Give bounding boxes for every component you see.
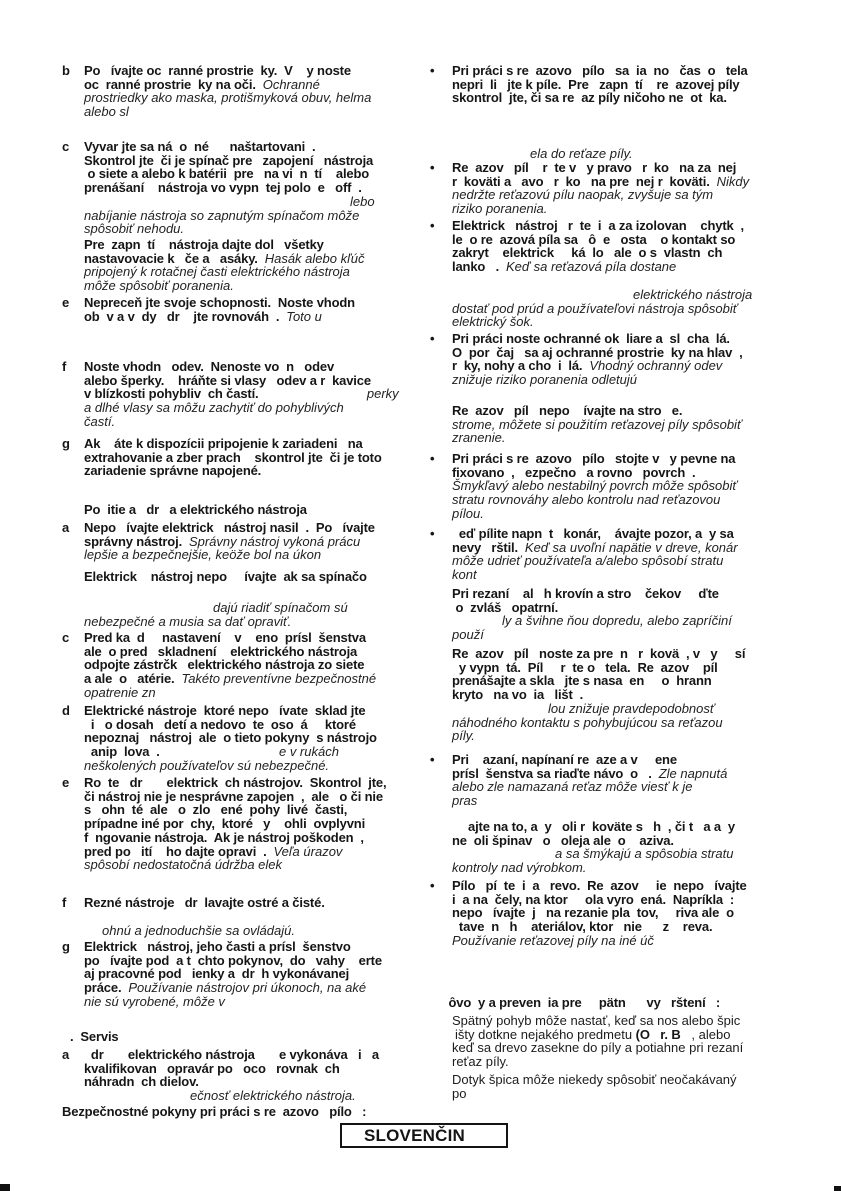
text-line [455, 1028, 802, 1042]
text-line [452, 260, 802, 274]
text-run: Elektrické nástroje ktoré nepo ívate sklad jte [84, 703, 366, 718]
text-run: strome, môžete si použitím reťazovej píly spôsobiť [452, 416, 742, 432]
text-line [452, 202, 802, 216]
paragraph [430, 160, 802, 217]
paragraph [430, 526, 802, 583]
text-line [452, 332, 802, 346]
text-run: Pílo pí te i a revo. Re azov ie nepo ívajte [452, 878, 747, 893]
text-run: riziko poranenia. [452, 201, 548, 217]
text-run: y vypn tá. Píl r te o tela. Re azov píl [452, 659, 718, 675]
text-run: Skontrol jte či je spínač pre zapojení nástroja [84, 152, 374, 168]
text-line [452, 674, 802, 688]
text-line [452, 893, 802, 907]
text-run: prípadne iné por chy, ktoré y ohli ovplyvni [84, 816, 366, 832]
bullet-marker: • [430, 878, 435, 893]
text-run: Ak áte k dispozícii pripojenie k zariadeni na [84, 436, 363, 451]
text-run: náhodného kontaktu s pohybujúcou sa reťazou [452, 714, 723, 730]
text-run: ečnosť elektrického nástroja. [190, 1088, 356, 1104]
text-run: nie sú vyrobené, môže v [84, 993, 225, 1009]
text-run: stratu rovnováhy alebo kontrolu nad reťazovou [452, 492, 721, 508]
text-run: prostriedky ako maska, protišmyková obuv, helma [84, 90, 372, 106]
paragraph [452, 587, 802, 642]
text-run: reťaz píly. [452, 1054, 509, 1070]
text-run: pripojený k rotačnej časti elektrického nástroja [84, 264, 350, 280]
item-letter: g [62, 939, 70, 954]
text-run: Vyvar jte sa ná o né naštartovani . [84, 139, 316, 154]
text-run: skontrol jte, či sa re az píly ničoho ne ot ka. [452, 90, 727, 106]
text-run: fixovano , ezpečno a rovno povrch . [452, 464, 696, 480]
text-run: prísl šenstva sa riaďte návo o . [452, 765, 659, 781]
text-line [452, 233, 802, 247]
text-run: Toto u [286, 308, 322, 324]
text-line [452, 346, 802, 360]
text-run: znižuje riziko poranenia odletujú [452, 372, 638, 388]
text-run: pílou. [452, 505, 484, 521]
text-line [452, 1014, 802, 1028]
text-line [452, 1041, 802, 1055]
text-line [452, 359, 802, 373]
text-run: Pre zapn tí nástroja dajte dol všetky [84, 237, 324, 252]
text-run: náhradn ch dielov. [84, 1074, 199, 1090]
text-run: r ky, nohy a cho i lá. [452, 358, 590, 374]
text-line [452, 1055, 802, 1069]
text-run: i o dosah detí a nedovo te oso á ktoré [84, 716, 356, 732]
text-run: Rezné nástroje dr lavajte ostré a čisté. [84, 895, 325, 910]
text-line [452, 161, 802, 175]
text-run: lebo [350, 193, 375, 209]
paragraph [445, 995, 802, 1010]
text-run: Ro te dr elektrick ch nástrojov. Skontrol jte, [84, 775, 387, 790]
text-run: i a na čely, na ktor ola vyro ená. Napríkla : [452, 891, 735, 907]
text-run: dajú riadiť spínačom sú [213, 600, 348, 615]
text-run: ela do reťaze píly. [530, 146, 633, 161]
text-run: Vhodný ochranný odev [589, 358, 723, 374]
text-run: správny nástroj. [84, 533, 189, 549]
paragraph [452, 147, 802, 161]
text-run: Používanie nástrojov pri úkonoch, na aké [128, 980, 367, 996]
item-letter: e [62, 295, 70, 310]
text-line [452, 493, 802, 507]
item-letter: g [62, 436, 70, 451]
scan-artifact [0, 1184, 10, 1191]
text-run: ohnú a jednoduchšie sa ovládajú. [102, 923, 295, 938]
text-run: zakryt elektrick ká lo ale o s vlastn ch [452, 245, 723, 261]
text-line [452, 554, 802, 568]
text-line [452, 91, 802, 105]
text-run: Pri rezaní al h krovín a stro čekov ďte [452, 586, 719, 601]
text-run: oc ranné prostrie ky na oči. [84, 76, 263, 92]
text-run: spôsobiť nehodu. [84, 221, 185, 237]
item-letter: c [62, 139, 70, 154]
text-run: dostať pod prúd a používateľovi nástroja spôsobiť [452, 300, 738, 316]
text-run: odpojte zástrčk elektrického nástroja zo siete [84, 657, 365, 673]
paragraph [452, 404, 802, 445]
text-line [452, 431, 802, 445]
text-line [452, 1073, 802, 1087]
text-run: O por čaj sa aj ochranné prostrie ky na hlav , [452, 344, 743, 360]
paragraph [430, 878, 802, 948]
text-run: Keď sa uvoľní napätie v dreve, konár [524, 539, 738, 555]
text-run: prenášajte a skla jte s nasa en o hrann [452, 673, 712, 689]
text-run: použí [452, 627, 484, 643]
text-run: môže spôsobiť poranenia. [84, 278, 234, 294]
text-run: neškolených používateľov sú nebezpečné. [84, 757, 330, 773]
text-run: lepšie a bezpečnejšie, keöže bol na úkon [84, 547, 322, 563]
text-run: o zvláš opatrní. [452, 599, 559, 615]
bullet-marker: • [430, 752, 435, 767]
text-run: či nástroj nie je nesprávne zapojen , ale o či nie [84, 788, 383, 804]
text-line [452, 661, 802, 675]
bullet-marker: • [430, 331, 435, 346]
text-line [452, 373, 802, 387]
text-line [452, 587, 802, 601]
text-run: eď pílite napn t konár, ávajte pozor, a y sa [452, 526, 734, 541]
text-line [452, 934, 802, 948]
text-run: kontroly nad výrobkom. [452, 860, 587, 876]
text-line [530, 147, 802, 161]
item-letter: a [62, 1047, 70, 1062]
text-run: nepri li jte k píle. Pre zapn tí re azovej píly [452, 76, 740, 92]
text-line [452, 879, 802, 893]
text-run: Šmykľavý alebo nestabilný povrch môže spôsobiť [452, 478, 738, 494]
text-run: Pri práci s re azovo pílo sa ia no čas o tela [452, 63, 748, 78]
text-line [468, 820, 802, 834]
text-run: ob v a v dy dr jte rovnováh . [84, 308, 287, 324]
text-run: spôsobí nedostatočná údržba elek [84, 857, 283, 873]
text-run: extrahovanie a zber prach skontrol jte či je toto [84, 449, 382, 465]
text-run: môže udrieť používateľa a/alebo spôsobí stratu [452, 553, 724, 569]
text-line [445, 996, 802, 1010]
text-run: kvalifikovan opravár po oco rovnak ch [84, 1060, 340, 1076]
text-line [633, 288, 802, 302]
text-line [452, 906, 802, 920]
text-line [452, 78, 802, 92]
text-run: nevy rštil. [452, 539, 525, 555]
text-run: nepo ívajte j na rezanie pla tov, riva ale o [452, 905, 734, 921]
text-run: r koväti a avo r ko na pre nej r koväti. [452, 173, 717, 189]
text-run: Noste vhodn odev. Nenoste vo n odev [84, 359, 335, 374]
paragraph [452, 647, 802, 743]
text-run: opatrenie zn [84, 684, 156, 700]
text-line [452, 716, 802, 730]
text-line [452, 1087, 802, 1101]
text-run: le o re azová píla sa ô e osta o kontakt so [452, 231, 736, 247]
text-line [452, 628, 802, 642]
text-run: Keď sa reťazová píla dostane [505, 259, 677, 275]
paragraph [452, 1073, 802, 1100]
bullet-marker: • [430, 526, 435, 541]
text-line [452, 729, 802, 743]
text-line [452, 568, 802, 582]
text-run: Nepreceň jte svoje schopnosti. Noste vhodn [84, 295, 355, 310]
text-run: Používanie reťazovej píly na iné úč [452, 932, 654, 948]
bullet-marker: • [430, 218, 435, 233]
text-line [452, 688, 802, 702]
text-run: Hasák alebo kľúč [264, 250, 365, 266]
text-run: tave n h ateriálov, ktor nie z reva. [452, 919, 713, 935]
text-run: ale o pred skladnení elektrického nástroja [84, 643, 358, 659]
text-run: s ohn té ale o zlo ené pohy livé časti, [84, 802, 348, 818]
text-run: Po ívajte oc ranné prostrie ky. V y noste [84, 63, 351, 78]
text-line [452, 753, 802, 767]
text-line [452, 418, 802, 432]
paragraph [430, 752, 802, 809]
item-letter: b [62, 63, 70, 78]
text-line [452, 834, 802, 848]
text-run: Re azov píl nepo ívajte na stro e. [452, 403, 683, 418]
text-run: Elektrick nástroj r te i a za izolovan chytk , [452, 218, 744, 233]
item-letter: f [62, 895, 67, 910]
text-run: a sa šmýkajú a spôsobia stratu [555, 846, 734, 862]
text-run: Spätný pohyb môže nastať, keď sa nos alebo špic [452, 1013, 741, 1028]
bullet-marker: • [430, 63, 435, 78]
text-line [452, 767, 802, 781]
text-run: keď sa drevo zasekne do píly a potiahne pri rezaní [452, 1040, 744, 1056]
text-run: nastavovacie k če a asáky. [84, 250, 265, 266]
text-run: ôvo y a preven ia pre pätn vy rštení : [445, 995, 721, 1010]
text-run: ajte na to, a y oli r koväte s h , či t a a y [468, 819, 736, 834]
text-run: aj pracovné pod ienky a dr h vykonávanej [84, 966, 350, 982]
text-line [452, 315, 802, 329]
text-run: po ívajte pod a t chto pokynov, do vahy erte [84, 952, 382, 968]
paragraph [430, 331, 802, 388]
item-letter: d [62, 703, 70, 718]
text-run: a ale o atérie. [84, 671, 182, 687]
item-letter: e [62, 775, 70, 790]
text-line [452, 302, 802, 316]
text-run: a dlhé vlasy sa môžu zachytiť do pohyblivých [84, 400, 344, 416]
language-label: SLOVENČIN [364, 1125, 465, 1145]
text-run: alebo zle namazaná reťaz môže viesť k je [452, 779, 693, 795]
text-line [452, 794, 802, 808]
text-run: e v rukách [159, 744, 339, 760]
bullet-marker: • [430, 160, 435, 175]
text-run: (O r. B [635, 1026, 681, 1042]
text-line [555, 847, 802, 861]
paragraph [430, 218, 802, 275]
text-run: Bezpečnostné pokyny pri práci s re azovo pílo : [62, 1104, 367, 1119]
text-run: nepoznaj nástroj ale o tieto pokyny s nástrojo [84, 730, 377, 746]
text-run: išty dotkne nejakého predmetu [455, 1026, 636, 1042]
text-run: píly. [452, 728, 475, 744]
paragraph [452, 1014, 802, 1069]
text-line [452, 601, 802, 615]
text-run: Pri azaní, napínaní re aze a v ene [452, 752, 677, 767]
text-run: Po itie a dr a elektrického nástroja [84, 502, 307, 517]
text-run: Nikdy [716, 173, 750, 189]
text-line [452, 175, 802, 189]
text-run: pras [452, 793, 478, 809]
text-line [452, 452, 802, 466]
text-run: , alebo [680, 1026, 731, 1042]
item-letter: f [62, 359, 67, 374]
text-run: zranenie. [452, 430, 506, 446]
text-run: prenášaní nástroja vo vypn tej polo e off . [84, 180, 362, 196]
text-run: Pri práci s re azovo pílo stojte v y pevne na [452, 451, 736, 466]
text-run: dr elektrického nástroja e vykonáva i a [84, 1047, 379, 1062]
text-run: o siete a alebo k batérii pre na vi n tí alebo [84, 166, 370, 182]
text-run: . Servis [70, 1029, 119, 1044]
text-run: perky [258, 386, 399, 402]
text-run: alebo šperky. hráňte si vlasy odev a r kavice [84, 372, 371, 388]
text-run: f ngovanie nástroja. Ak je nástroj poškoden , [84, 829, 364, 845]
text-line [452, 188, 802, 202]
text-run: nabíjanie nástroja so zapnutým spínačom môže [84, 207, 360, 223]
text-run: práce. [84, 980, 129, 996]
text-line [452, 861, 802, 875]
paragraph [430, 451, 802, 521]
text-run: Dotyk špica môže niekedy spôsobiť neočakávaný [452, 1072, 737, 1087]
text-run: Re azov píl r te v y pravo r ko na za nej [452, 160, 737, 175]
text-run: elektrického nástroja [633, 287, 753, 302]
text-run: zariadenie správne napojené. [84, 463, 262, 479]
text-run: kryto na vo ia lišt . [452, 687, 584, 703]
text-run: Zle napnutá [658, 765, 728, 781]
paragraph [452, 820, 802, 875]
text-run: alebo sl [84, 104, 129, 120]
text-run: Elektrick nástroj, jeho časti a prísl šenstvo [84, 939, 351, 954]
text-run: kont [452, 567, 477, 583]
text-run: elektrický šok. [452, 314, 534, 330]
text-run: Veľa úrazov [273, 843, 343, 859]
text-line [452, 64, 802, 78]
text-run: lou znižuje pravdepodobnosť [548, 700, 715, 716]
text-line [452, 920, 802, 934]
text-line [452, 647, 802, 661]
text-run: Správny nástroj vykoná prácu [188, 533, 361, 549]
text-run: ly a švihne ňou dopredu, alebo zapríčiní [502, 613, 732, 629]
text-line [452, 246, 802, 260]
text-run: Nepo ívajte elektrick nástroj nasil . Po ívajte [84, 520, 375, 535]
paragraph [452, 288, 802, 329]
text-line [452, 466, 802, 480]
text-run: pred po ití ho dajte opravi . [84, 843, 274, 859]
text-run: Re azov píl noste za pre n r kovä , v y sí [452, 646, 746, 661]
bullet-marker: • [430, 451, 435, 466]
text-run: častí. [84, 413, 116, 429]
text-run: nedržte reťazovú pílu naopak, zvyšuje sa tým [452, 187, 714, 203]
text-run: Ochranné [262, 76, 320, 92]
text-run: lanko . [452, 259, 506, 275]
text-run: Elektrick nástroj nepo ívajte ak sa spínačo [84, 569, 367, 584]
text-line [548, 702, 802, 716]
item-letter: c [62, 630, 70, 645]
text-run: Pred ka d nastavení v eno prísl šenstva [84, 630, 366, 645]
text-line [452, 527, 802, 541]
text-line [452, 404, 802, 418]
text-line [502, 614, 802, 628]
scan-artifact [834, 1186, 841, 1191]
text-run: Pri práci noste ochranné ok liare a sl cha lá. [452, 331, 730, 346]
text-line [452, 479, 802, 493]
text-line [452, 541, 802, 555]
text-run: anip lova . [84, 744, 160, 760]
paragraph [430, 63, 802, 106]
text-run: ne oli špinav o oleja ale o aziva. [452, 832, 674, 848]
item-letter: a [62, 520, 70, 535]
text-run: nebezpečné a musia sa dať opraviť. [84, 613, 292, 629]
text-line [452, 780, 802, 794]
text-run: Takéto preventívne bezpečnostné [181, 671, 377, 687]
text-run: po [452, 1085, 467, 1101]
text-run: v blízkosti pohybliv ch častí. [84, 386, 259, 402]
text-line [452, 507, 802, 521]
text-line [452, 219, 802, 233]
